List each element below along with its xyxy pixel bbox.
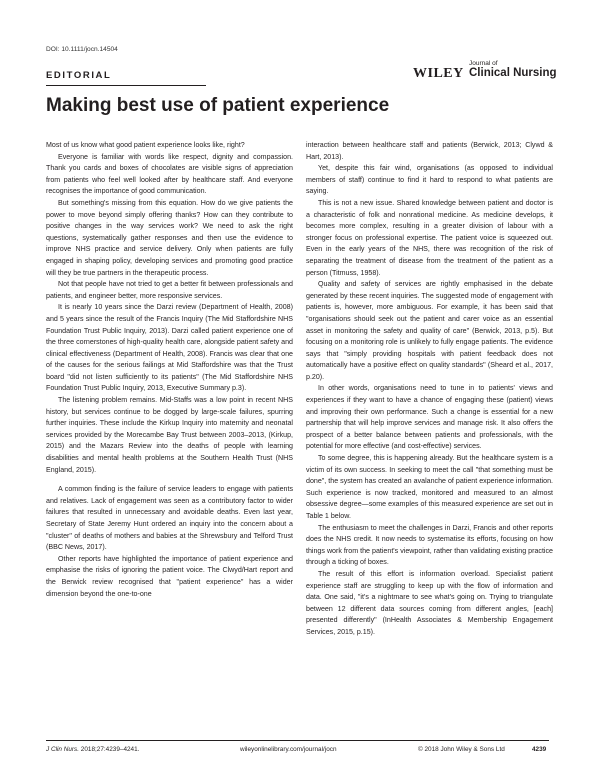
article-title: Making best use of patient experience [46, 95, 390, 116]
journal-logo[interactable] [413, 60, 557, 82]
footer-citation [46, 746, 139, 753]
section-rule [46, 85, 206, 86]
section-label: EDITORIAL [46, 70, 112, 81]
paragraph: A common finding is the failure of service leaders to engage with patients and relatives. Lack of engagement was seen as a contributory factor to wider failures that resulted in unnecessary and avoidable deaths. Even last year, Secretary of State Jeremy Hunt ordered an inquiry into the concern about a "cluster" of deaths of mothers and babies at the Shrewsbury and Telford Trust (BBC News, 2017). [46, 485, 293, 552]
paragraph: Yet, despite this fair wind, organisations (as opposed to individual members of staff) continue to find it hard to respond to what patients are saying. [306, 164, 553, 196]
paragraph: It is nearly 10 years since the Darzi review (Department of Health, 2008) and 5 years since the result of the Francis Inquiry (The Mid Staffordshire NHS Foundation Trust Public Inquiry, 2013). Darzi called patient experience one of the three cornerstones of high-quality health care, alongside patient safety and clinical effectiveness (Department of Health, 2008). Francis was clear that one of the causes for the serious failings at Mid Staffordshire was that the Trust board "did not listen sufficiently to its patients" (The Mid Staffordshire NHS Foundation Trust Public Inquiry, 2013, Executive Summary p.3). [46, 303, 293, 393]
right-text-column [306, 140, 553, 639]
footer-rule [46, 740, 549, 741]
journal-name: Clinical Nursing [469, 67, 557, 79]
paragraph: Most of us know what good patient experience looks like, right? [46, 141, 245, 149]
journal-prefix: Journal of [469, 60, 498, 67]
paragraph: The enthusiasm to meet the challenges in Darzi, Francis and other reports does the NHS credit. It now needs to systematise its efforts, focusing on how things work from the patient's viewpoint, rather than validating existing practice through a ticking of boxes. [306, 523, 553, 567]
paragraph: In other words, organisations need to tune in to patients' views and experiences if they want to have a chance of engaging these (patient) views and improving their own performance. Such a change is essential for a new partnership that will help improve services and manage risk. It also offers the prospect of a better balance between patients and professionals, with the potential for more effective (and cost-effective) services. [306, 384, 553, 451]
paragraph: The listening problem remains. Mid-Staffs was a low point in recent NHS history, but services continue to be dogged by large-scale failures, spurring further inquiries. These include the Kirkup Inquiry into maternity and neonatal services provided by the Morecambe Bay Trust between 2003–2013, (Kirkup, 2015) and the Mazars Review into the deaths of people with learning disabilities and mental health problems at the Southern Health Trust (NHS England, 2015). [46, 396, 293, 474]
paragraph: This is not a new issue. Shared knowledge between patient and doctor is a characteristic of folk and nonrational medicine. As medicine develops, it becomes more complex, resulting in a greater division of labour with a stronger focus on professional expertise. The patient voice is squeezed out. Even in the early years of the NHS, there was recognition of the risk of separating the treatment of disease from the treatment of the patient as a person (Titmuss, 1958). [306, 198, 553, 277]
paragraph: The result of this effort is information overload. Specialist patient experience staff are struggling to keep up with the flow of information and data. One said, "it's a nightmare to see what's going on. Trying to triangulate between 12 different data sources coming from different angles, [each] presented differently" (InHealth Associates & Membership Engagement Services, 2015, p.15). [306, 569, 553, 636]
publisher-logo: WILEY [413, 66, 464, 81]
paragraph: Quality and safety of services are rightly emphasised in the debate generated by these recent inquiries. The suggested mode of engagement with patients is, however, more ambiguous. For example, it has been said that "organisations should seek out the patient and carer voice as an essential asset in monitoring the safety and quality of care" (Berwick, 2013, p.5). But focusing on a monitoring role is unlikely to fully engage patients. The evidence says that "simply providing hospitals with patient feedback does not automatically have a positive effect on quality standards" (Sheard et al., 2017, p.20). [306, 280, 553, 381]
citation-volume: 2018;27:4239–4241. [79, 746, 140, 753]
paragraph: interaction between healthcare staff and patients (Berwick, 2013; Clywd & Hart, 2013). [306, 141, 553, 161]
paragraph: But something's missing from this equation. How do we give patients the power to move beyond simply offering thanks? How can they contribute to positive changes in the way services work? We need to ask the right questions, systematically gather responses and then use the evidence to improve NHS practice and service delivery. Only when patients are fully engaged in shaping policy, developing services and promoting good practice will they be true partners in the therapeutic process. [46, 198, 293, 277]
journal-abbrev: J Clin Nurs. [46, 746, 80, 753]
paragraph: Other reports have highlighted the importance of patient experience and emphasise the risks of ignoring the patient voice. The Clwyd/Hart report and the Berwick review recognised that "patient experience" has a wider dimension beyond the one-to-one [46, 554, 293, 598]
copyright-notice: © 2018 John Wiley & Sons Ltd [418, 746, 505, 753]
paragraph: Not that people have not tried to get a better fit between professionals and patients, and engineer better, more responsive services. [46, 280, 293, 300]
paragraph: Everyone is familiar with words like respect, dignity and compassion. Thank you cards and boxes of chocolates are visible signs of appreciation from patients who feel well looked after by healthcare staff. And everyone recognises the importance of good communication. [46, 152, 293, 196]
page-number: 4239 [532, 746, 547, 753]
doi-line[interactable]: DOI: 10.1111/jocn.14504 [46, 46, 118, 53]
paragraph: To some degree, this is happening already. But the healthcare system is a victim of its own success. In seeking to meet the call "that something must be done", the system has created an avalanche of patient experience information. Such experience is now tracked, monitored and measured to an almost obsessive degree—some examples of this measured experience are set out in Table 1 below. [306, 454, 553, 520]
journal-url-link[interactable]: wileyonlinelibrary.com/journal/jocn [240, 746, 337, 753]
left-text-column [46, 140, 293, 600]
